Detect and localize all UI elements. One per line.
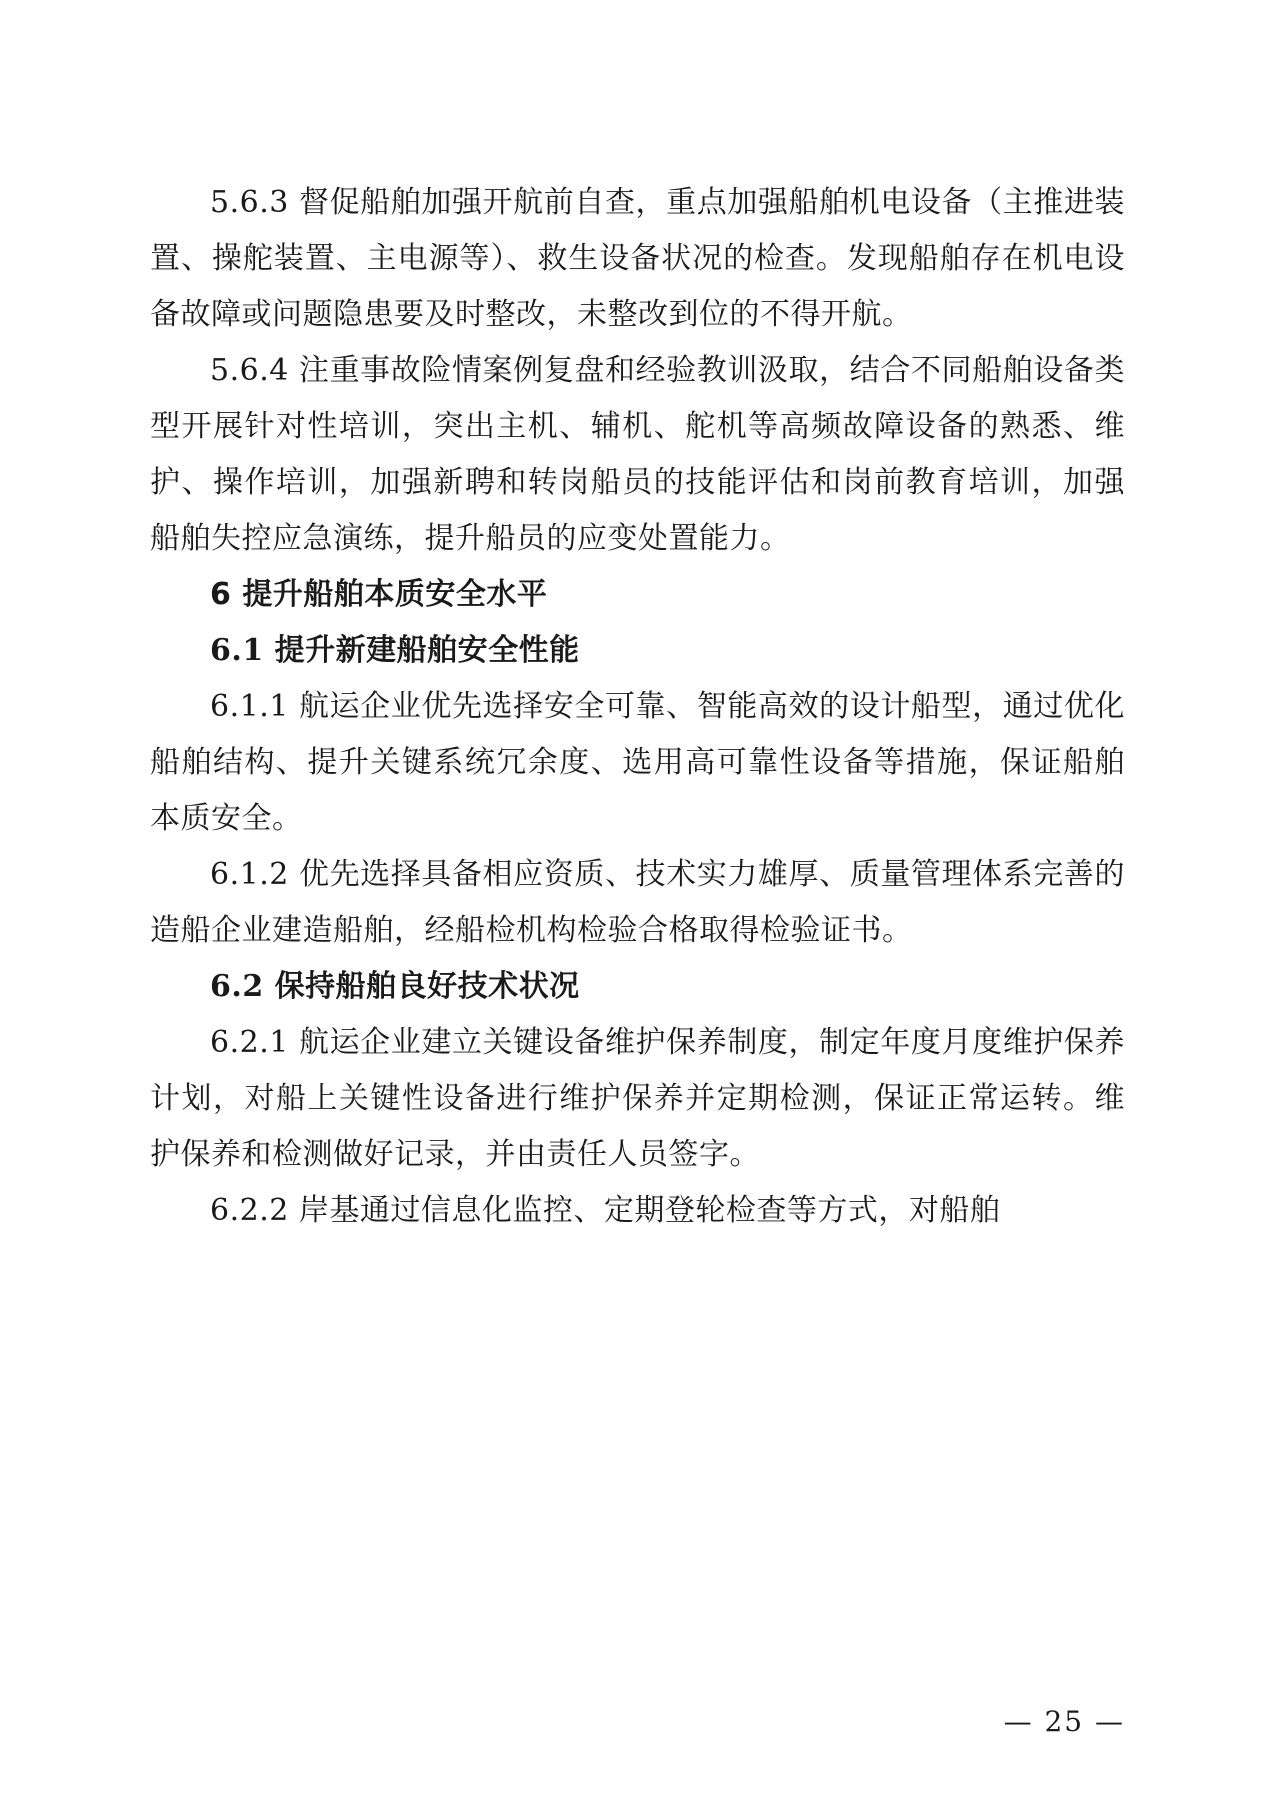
heading-6-2: 6.2 保持船舶良好技术状况	[210, 969, 580, 1004]
heading-6-1: 6.1 提升新建船舶安全性能	[210, 633, 580, 668]
paragraph-6-1-2: 6.1.2 优先选择具备相应资质、技术实力雄厚、质量管理体系完善的造船企业建造船舶，经船检机构检验合格取得检验证书。	[150, 857, 1125, 948]
heading-6: 6 提升船舶本质安全水平	[210, 577, 548, 612]
paragraph-6-1-1: 6.1.1 航运企业优先选择安全可靠、智能高效的设计船型，通过优化船舶结构、提升关键系统冗余度、选用高可靠性设备等措施，保证船舶本质安全。	[150, 689, 1125, 836]
page-number: — 25 —	[1003, 1705, 1125, 1738]
paragraph-5-6-4: 5.6.4 注重事故险情案例复盘和经验教训汲取，结合不同船舶设备类型开展针对性培训，突出主机、辅机、舵机等高频故障设备的熟悉、维护、操作培训，加强新聘和转岗船员的技能评估和岗前教育培训，加强船舶失控应急演练，提升船员的应变处置能力。	[150, 353, 1125, 556]
paragraph-5-6-3: 5.6.3 督促船舶加强开航前自查，重点加强船舶机电设备（主推进装置、操舵装置、主电源等）、救生设备状况的检查。发现船舶存在机电设备故障或问题隐患要及时整改，未整改到位的不得开航。	[150, 185, 1125, 332]
paragraph-6-2-1: 6.2.1 航运企业建立关键设备维护保养制度，制定年度月度维护保养计划，对船上关键性设备进行维护保养并定期检测，保证正常运转。维护保养和检测做好记录，并由责任人员签字。	[150, 1025, 1125, 1172]
paragraph-6-2-2: 6.2.2 岸基通过信息化监控、定期登轮检查等方式，对船舶	[210, 1193, 1001, 1228]
